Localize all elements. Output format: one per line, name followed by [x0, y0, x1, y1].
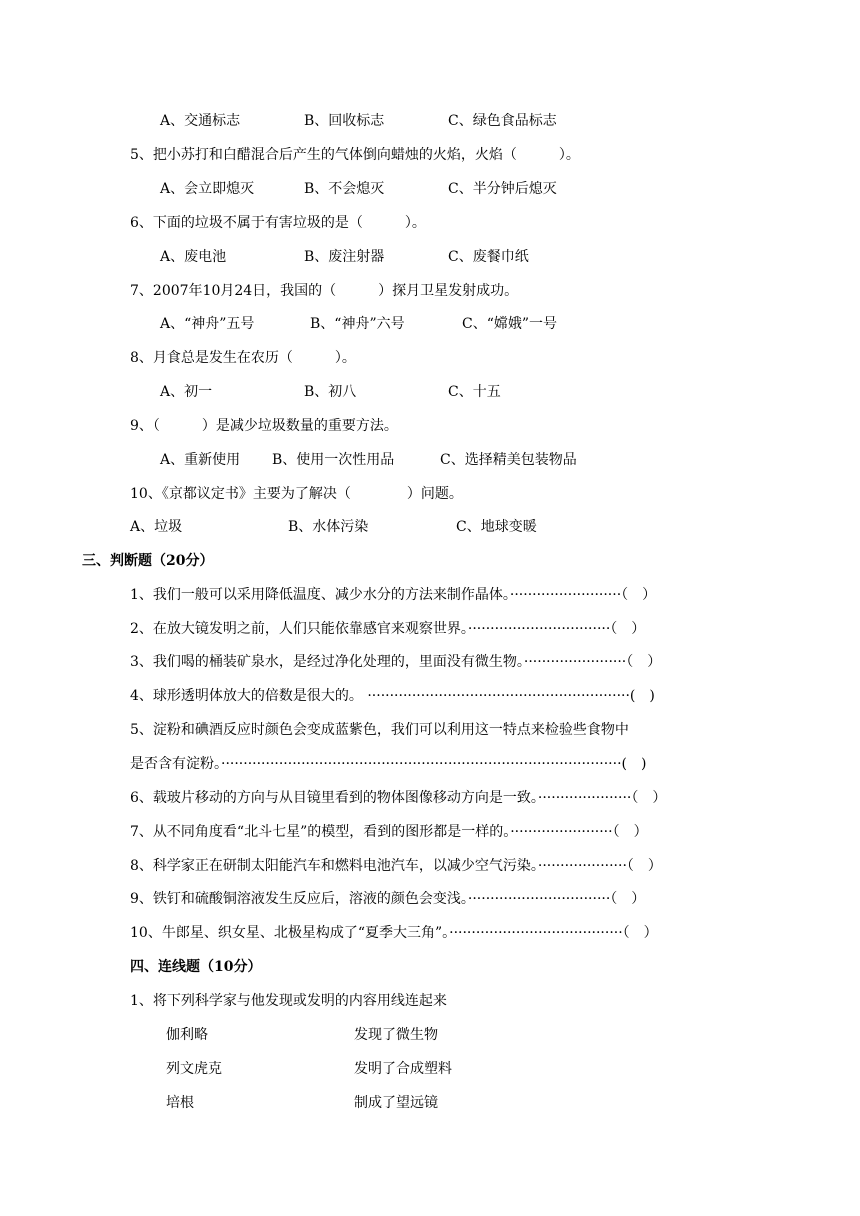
- option-c: C、废餐巾纸: [448, 249, 529, 265]
- judgement-item: 3、我们喝的桶装矿泉水，是经过净化处理的，里面没有微生物。·······················（ ）: [130, 654, 662, 670]
- judgement-item: 8、科学家正在研制太阳能汽车和燃料电池汽车，以减少空气污染。····················（ ）: [130, 858, 662, 874]
- section-heading: 三、判断题（20分）: [82, 553, 214, 569]
- judgement-item-continuation: 是否含有淀粉。··························································································( ): [130, 756, 647, 772]
- option-a: A、垃圾: [130, 519, 183, 535]
- judgement-item: 1、我们一般可以采用降低温度、减少水分的方法来制作晶体。·························（ ）: [130, 587, 657, 603]
- judgement-item: 4、球形透明体放大的倍数是很大的。 ···························································( ): [130, 688, 655, 704]
- judgement-item: 7、从不同角度看“北斗七星”的模型，看到的图形都是一样的。·······················（ ）: [130, 824, 648, 840]
- option-c: C、地球变暖: [456, 519, 537, 535]
- question-text: 6、下面的垃圾不属于有害垃圾的是（ ）。: [130, 215, 426, 231]
- judgement-item: 5、淀粉和碘酒反应时颜色会变成蓝紫色，我们可以利用这一特点来检验些食物中: [130, 722, 629, 738]
- option-a: A、“神舟”五号: [160, 316, 255, 332]
- option-c: C、“嫦娥”一号: [462, 316, 558, 332]
- option-b: B、不会熄灭: [304, 181, 385, 197]
- scientist-name: 列文虎克: [166, 1061, 222, 1077]
- question-text: 10、《京都议定书》主要为了解决（ ）问题。: [130, 486, 463, 502]
- option-b: B、初八: [304, 384, 357, 400]
- option-c: C、半分钟后熄灭: [448, 181, 557, 197]
- option-c: C、十五: [448, 384, 501, 400]
- option-a: A、重新使用: [160, 452, 241, 468]
- matching-question: 1、将下列科学家与他发现或发明的内容用线连起来: [130, 993, 447, 1009]
- scientist-name: 培根: [166, 1095, 194, 1111]
- question-text: 9、（ ）是减少垃圾数量的重要方法。: [130, 418, 398, 434]
- question-text: 7、2007年10月24日，我国的（ ）探月卫星发射成功。: [130, 283, 519, 299]
- question-text: 8、月食总是发生在农历（ ）。: [130, 350, 356, 366]
- judgement-item: 2、在放大镜发明之前，人们只能依靠感官来观察世界。································（ ）: [130, 621, 646, 637]
- judgement-item: 10、牛郎星、织女星、北极星构成了“夏季大三角”。·······································（ ）: [130, 925, 658, 941]
- q4-option-c: C、绿色食品标志: [448, 113, 557, 129]
- option-a: A、初一: [160, 384, 213, 400]
- question-text: 5、把小苏打和白醋混合后产生的气体倒向蜡烛的火焰，火焰（ ）。: [130, 147, 580, 163]
- scientist-name: 伽利略: [166, 1027, 208, 1043]
- q4-option-a: A、交通标志: [160, 113, 241, 129]
- option-a: A、会立即熄灭: [160, 181, 255, 197]
- discovery-item: 制成了望远镜: [354, 1095, 438, 1111]
- judgement-item: 6、载玻片移动的方向与从目镜里看到的物体图像移动方向是一致。·····················（ ）: [130, 790, 667, 806]
- option-c: C、选择精美包装物品: [440, 452, 577, 468]
- discovery-item: 发现了微生物: [354, 1027, 438, 1043]
- discovery-item: 发明了合成塑料: [354, 1061, 452, 1077]
- section-heading: 四、连线题（10分）: [130, 959, 262, 975]
- option-b: B、废注射器: [304, 249, 385, 265]
- judgement-item: 9、铁钉和硫酸铜溶液发生反应后，溶液的颜色会变浅。································（ ）: [130, 891, 646, 907]
- option-b: B、“神舟”六号: [310, 316, 405, 332]
- q4-option-b: B、回收标志: [304, 113, 385, 129]
- option-b: B、水体污染: [288, 519, 369, 535]
- option-a: A、废电池: [160, 249, 227, 265]
- option-b: B、使用一次性用品: [272, 452, 395, 468]
